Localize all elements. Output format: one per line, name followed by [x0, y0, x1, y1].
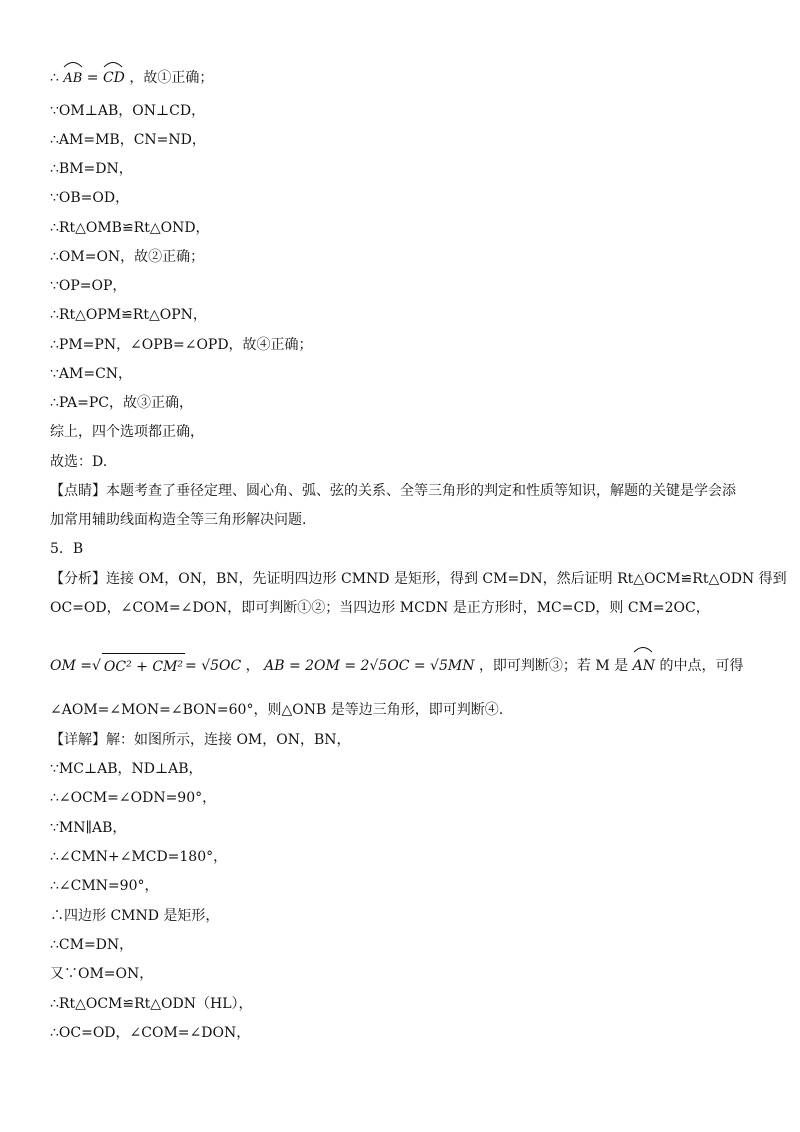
- arc-an: AN: [633, 647, 655, 679]
- line-arc-equal: ∴ AB = CD ，故①正确；: [50, 62, 750, 82]
- text-line: ∴四边形 CMND 是矩形，: [50, 908, 220, 924]
- question-number: 5．B: [50, 541, 84, 557]
- text-line: ∴PA=PC，故③正确，: [50, 395, 194, 411]
- detail-line: 【详解】解：如图所示，连接 OM，ON，BN，: [50, 732, 351, 748]
- text-line: ∴PM=PN，∠OPB=∠OPD，故④正确；: [50, 337, 313, 353]
- text-line: ∴Rt△OCM≌Rt△ODN（HL），: [50, 996, 253, 1012]
- text-line: ∵AM=CN，: [50, 366, 133, 382]
- equation-ab: AB = 2OM = 2√5OC = √5MN: [264, 658, 475, 674]
- arc-mark-icon: [63, 60, 83, 68]
- text-line: ∵OP=OP，: [50, 278, 127, 294]
- text-line: ∴AM=MB，CN=ND，: [50, 132, 206, 148]
- formula-line: OM = √ OC² + CM² = √5OC ， AB = 2OM = 2√5OC = √5MN ，即可判断③；若 M 是 AN 的中点，可得: [50, 647, 750, 673]
- arc-ab: AB: [63, 62, 82, 89]
- equation-om: OM = √ OC² + CM² = √5OC: [50, 653, 241, 680]
- analysis-line: 【分析】连接 OM，ON，BN，先证明四边形 CMND 是矩形，得到 CM=DN，然后证明 Rt△OCM≌Rt△ODN 得到: [50, 571, 787, 587]
- text-line: ∴∠OCM=∠ODN=90°，: [50, 790, 217, 806]
- comment-line: 【点睛】本题考查了垂径定理、圆心角、弧、弦的关系、全等三角形的判定和性质等知识，解题的关键是学会添: [50, 483, 736, 499]
- text-line: 综上，四个选项都正确，: [50, 424, 204, 440]
- text-line: ∴OC=OD，∠COM=∠DON，: [50, 1025, 251, 1041]
- text-line: 又∵OM=ON，: [50, 966, 154, 982]
- arc-mark-icon: [103, 60, 123, 68]
- text-line: ∵MC⊥AB，ND⊥AB，: [50, 761, 203, 777]
- text-line: ∴Rt△OPM≌Rt△OPN，: [50, 307, 207, 323]
- text-line: ∴OM=ON，故②正确；: [50, 249, 205, 265]
- text-line: ∴BM=DN，: [50, 161, 133, 177]
- text-line: ∵OB=OD，: [50, 190, 130, 206]
- analysis-line: OC=OD，∠COM=∠DON，即可判断①②；当四边形 MCDN 是正方形时，MC=CD，则 CM=2OC，: [50, 600, 710, 616]
- text-line: ∴Rt△OMB≌Rt△OND，: [50, 220, 210, 236]
- therefore-symbol: ∴: [50, 70, 64, 86]
- arc-cd: CD: [103, 62, 125, 88]
- analysis-line: ∠AOM=∠MON=∠BON=60°，则△ONB 是等边三角形，即可判断④.: [50, 702, 504, 718]
- text-line: ∴∠CMN+∠MCD=180°，: [50, 849, 228, 865]
- sqrt-icon: √: [92, 657, 101, 674]
- arc-mark-icon: [633, 645, 653, 653]
- text-line: 故选：D.: [50, 454, 108, 470]
- text-line: ∴∠CMN=90°，: [50, 878, 159, 894]
- text-line: ∵OM⊥AB，ON⊥CD，: [50, 103, 206, 119]
- sqrt-expression: √ OC² + CM²: [92, 653, 185, 680]
- comment-line: 加常用辅助线面构造全等三角形解决问题.: [50, 512, 307, 528]
- text-line: ∴CM=DN，: [50, 937, 134, 953]
- text-line: ∵MN∥AB，: [50, 820, 127, 836]
